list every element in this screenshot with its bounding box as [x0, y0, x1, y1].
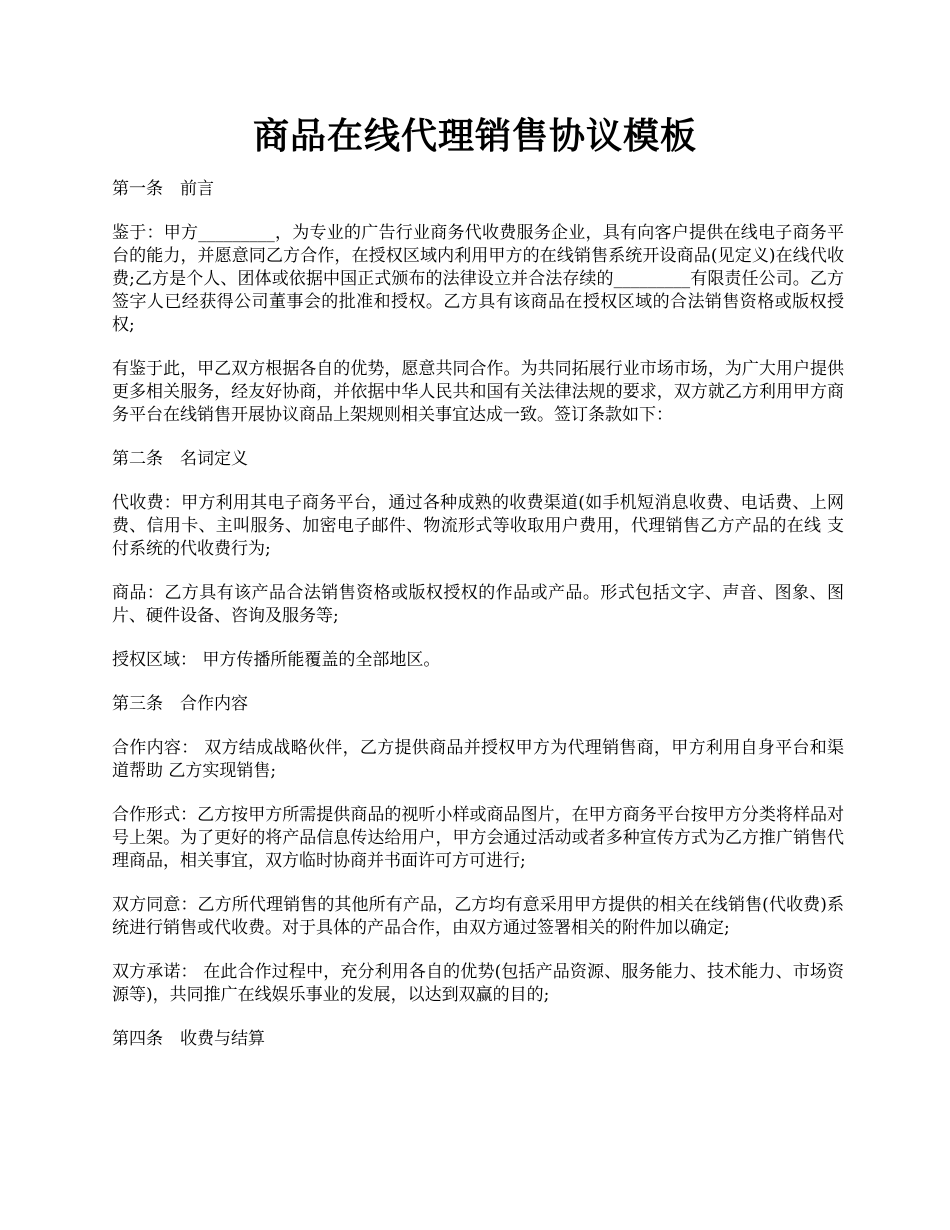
- section-heading-1: 第一条 前言: [112, 179, 214, 199]
- paragraph-definition-region: 授权区域： 甲方传播所能覆盖的全部地区。: [112, 650, 441, 670]
- document-title: 商品在线代理销售协议模板: [252, 115, 697, 157]
- paragraph-recitals: 鉴于：甲方_________，为专业的广告行业商务代收费服务企业，具有向客户提供在线电子商务平台的能力，并愿意同乙方合作，在授权区域内利用甲方的在线销售系统开设商品(见定义)在线代收费;乙方是个人、团体或依据中国正式颁布的法律设立并合法存续的_________有限责任公司。乙方签字人已经获得公司董事会的批准和授权。乙方具有该商品在授权区域的合法销售资格或版权授权;: [112, 223, 844, 335]
- paragraph-mutual-agreement: 双方同意：乙方所代理销售的其他所有产品，乙方均有意采用甲方提供的相关在线销售(代收费)系统进行销售或代收费。对于具体的产品合作，由双方通过签署相关的附件加以确定;: [112, 895, 844, 938]
- section-heading-2: 第二条 名词定义: [112, 449, 248, 469]
- paragraph-definition-collection: 代收费：甲方利用其电子商务平台，通过各种成熟的收费渠道(如手机短消息收费、电话费、上网费、信用卡、主叫服务、加密电子邮件、物流形式等收取用户费用，代理销售乙方产品的在线 支付系统的代收费行为;: [112, 493, 844, 559]
- document-body: [112, 178, 844, 1072]
- section-heading-4: 第四条 收费与结算: [112, 1029, 265, 1049]
- paragraph-cooperation-form: 合作形式：乙方按甲方所需提供商品的视听小样或商品图片，在甲方商务平台按甲方分类将样品对号上架。为了更好的将产品信息传达给用户，甲方会通过活动或者多种宣传方式为乙方推广销售代 理商品，相关事宜，双方临时协商并书面许可方可进行;: [112, 805, 844, 871]
- paragraph-intent: 有鉴于此，甲乙双方根据各自的优势，愿意共同合作。为共同拓展行业市场市场，为广大用户提供更多相关服务，经友好协商，并依据中华人民共和国有关法律法规的要求，双方就乙方利用甲方商务平台在线销售开展协议商品上架规则相关事宜达成一致。签订条款如下：: [112, 359, 844, 425]
- paragraph-definition-goods: 商品：乙方具有该产品合法销售资格或版权授权的作品或产品。形式包括文字、声音、图象、图片、硬件设备、咨询及服务等;: [112, 583, 844, 626]
- paragraph-mutual-commitment: 双方承诺： 在此合作过程中，充分利用各自的优势(包括产品资源、服务能力、技术能力、市场资源等)，共同推广在线娱乐事业的发展，以达到双赢的目的;: [112, 962, 844, 1005]
- section-heading-3: 第三条 合作内容: [112, 694, 248, 714]
- paragraph-cooperation-content: 合作内容： 双方结成战略伙伴，乙方提供商品并授权甲方为代理销售商，甲方利用自身平台和渠道帮助 乙方实现销售;: [112, 738, 844, 781]
